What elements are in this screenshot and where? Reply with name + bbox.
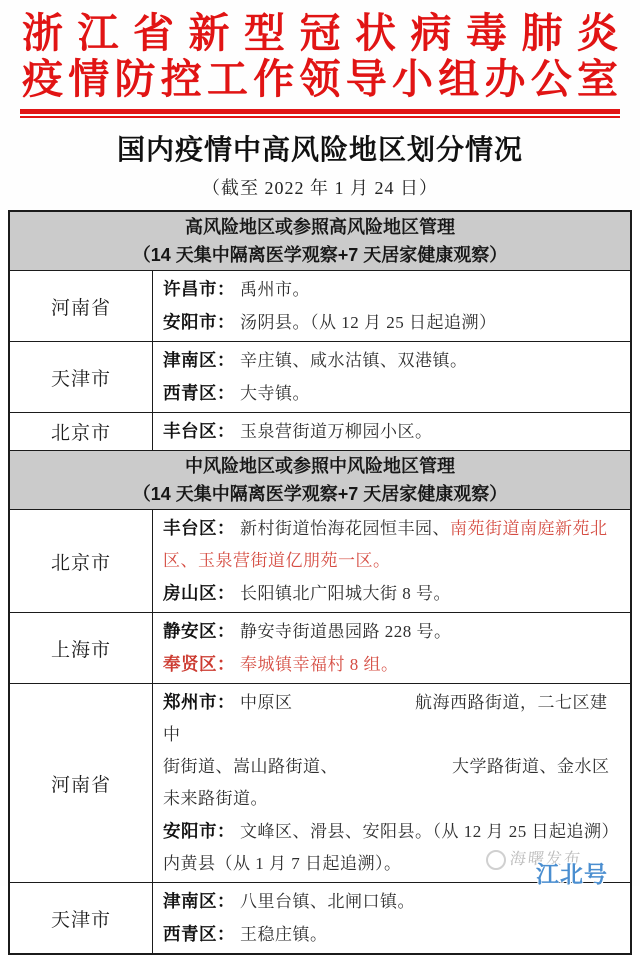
- table-row: [10, 341, 630, 412]
- province-cell: 北京市: [10, 510, 153, 612]
- table-row: [10, 882, 630, 953]
- area-line: [163, 751, 624, 783]
- watermark-blue-text: 江北号: [536, 861, 608, 887]
- district-label: 津南区：: [163, 891, 235, 911]
- district-label: 安阳市：: [163, 312, 235, 332]
- district-label: 许昌市：: [163, 279, 235, 299]
- table-row: [10, 270, 630, 341]
- district-label: 安阳市：: [163, 821, 235, 841]
- watermark-gray-text: 海曙发布: [508, 851, 583, 868]
- province-cell: 河南省: [10, 271, 153, 341]
- area-text: 区、玉泉营街道亿朋苑一区。: [163, 551, 391, 570]
- area-text: 汤阴县。（从 12 月 25 日起追溯）: [240, 313, 497, 332]
- areas-cell: [153, 271, 630, 341]
- areas-cell: [153, 510, 630, 612]
- district-label: 丰台区：: [163, 518, 235, 538]
- area-line: [163, 415, 624, 448]
- area-line: [163, 815, 624, 848]
- province-cell: 上海市: [10, 613, 153, 683]
- letterhead: [0, 0, 640, 102]
- table-row: [10, 683, 630, 882]
- area-line: [163, 577, 624, 610]
- areas-cell: [153, 342, 630, 412]
- district-label: 津南区：: [163, 350, 235, 370]
- areas-cell: [153, 684, 630, 882]
- area-text: 未来路街道。: [163, 789, 268, 808]
- area-text: 长阳镇北广阳城大街 8 号。: [240, 584, 451, 603]
- area-line: [163, 783, 624, 815]
- area-line: [163, 615, 624, 648]
- page-title: 国内疫情中高风险地区划分情况: [116, 135, 523, 166]
- area-text: 文峰区、滑县、安阳县。（从 12 月 25 日起追溯）: [240, 822, 619, 841]
- district-label: 郑州市：: [163, 692, 235, 712]
- table-row: [10, 412, 630, 450]
- area-line: [163, 306, 624, 339]
- letterhead-line-1: 浙江省新型冠状病毒肺炎: [22, 10, 618, 56]
- section-header-line: 中风险地区或参照中风险地区管理: [185, 456, 455, 476]
- district-label: 西青区：: [163, 383, 235, 403]
- as-of-date-line: （截至 2022 年 1 月 24 日）: [202, 178, 438, 198]
- district-label: 静安区：: [163, 621, 235, 641]
- area-line: [163, 848, 624, 880]
- area-text: 八里台镇、北闸口镇。: [240, 892, 415, 911]
- areas-cell: [153, 613, 630, 683]
- district-label: 奉贤区：: [163, 654, 235, 674]
- section-header-line: （14 天集中隔离医学观察+7 天居家健康观察）: [132, 245, 508, 265]
- district-label: 西青区：: [163, 924, 235, 944]
- letterhead-line-2: 疫情防控工作领导小组办公室: [22, 56, 618, 102]
- area-line: [163, 885, 624, 918]
- area-line: [163, 377, 624, 410]
- area-line: [163, 273, 624, 306]
- province-cell: 北京市: [10, 413, 153, 450]
- risk-table: [8, 210, 632, 955]
- letterhead-divider-rule: [20, 109, 620, 118]
- table-row: [10, 612, 630, 683]
- section-header-line: （14 天集中隔离医学观察+7 天居家健康观察）: [132, 484, 508, 504]
- area-text: 辛庄镇、咸水沽镇、双港镇。: [240, 351, 468, 370]
- area-line: [163, 344, 624, 377]
- area-line: [163, 918, 624, 951]
- province-cell: 天津市: [10, 883, 153, 953]
- section-header-band: [10, 212, 630, 270]
- area-line: [163, 686, 624, 751]
- district-label: 丰台区：: [163, 421, 235, 441]
- area-text: 大寺镇。: [240, 384, 310, 403]
- area-text: 玉泉营街道万柳园小区。: [240, 422, 433, 441]
- areas-cell: [153, 883, 630, 953]
- area-text: 街街道、嵩山路街道、 大学路街道、金水区: [163, 757, 610, 776]
- area-text: 奉城镇幸福村 8 组。: [240, 655, 399, 674]
- area-line: [163, 512, 624, 545]
- area-text: 静安寺街道愚园路 228 号。: [240, 622, 452, 641]
- section-header-band: [10, 450, 630, 509]
- section-header-line: 高风险地区或参照高风险地区管理: [185, 217, 455, 237]
- province-cell: 河南省: [10, 684, 153, 882]
- area-text: 南苑街道南庭新苑北: [450, 519, 608, 538]
- area-text: 禹州市。: [240, 280, 310, 299]
- area-text: 王稳庄镇。: [240, 925, 328, 944]
- district-label: 房山区：: [163, 583, 235, 603]
- area-line: [163, 648, 624, 681]
- areas-cell: [153, 413, 630, 450]
- area-text: 内黄县（从 1 月 7 日起追溯）。: [163, 854, 402, 873]
- table-row: [10, 509, 630, 612]
- province-cell: 天津市: [10, 342, 153, 412]
- area-text: 新村街道怡海花园恒丰园、: [240, 519, 450, 538]
- area-line: [163, 545, 624, 577]
- area-text: 中原区 航海西路街道，二七区建中: [163, 693, 608, 744]
